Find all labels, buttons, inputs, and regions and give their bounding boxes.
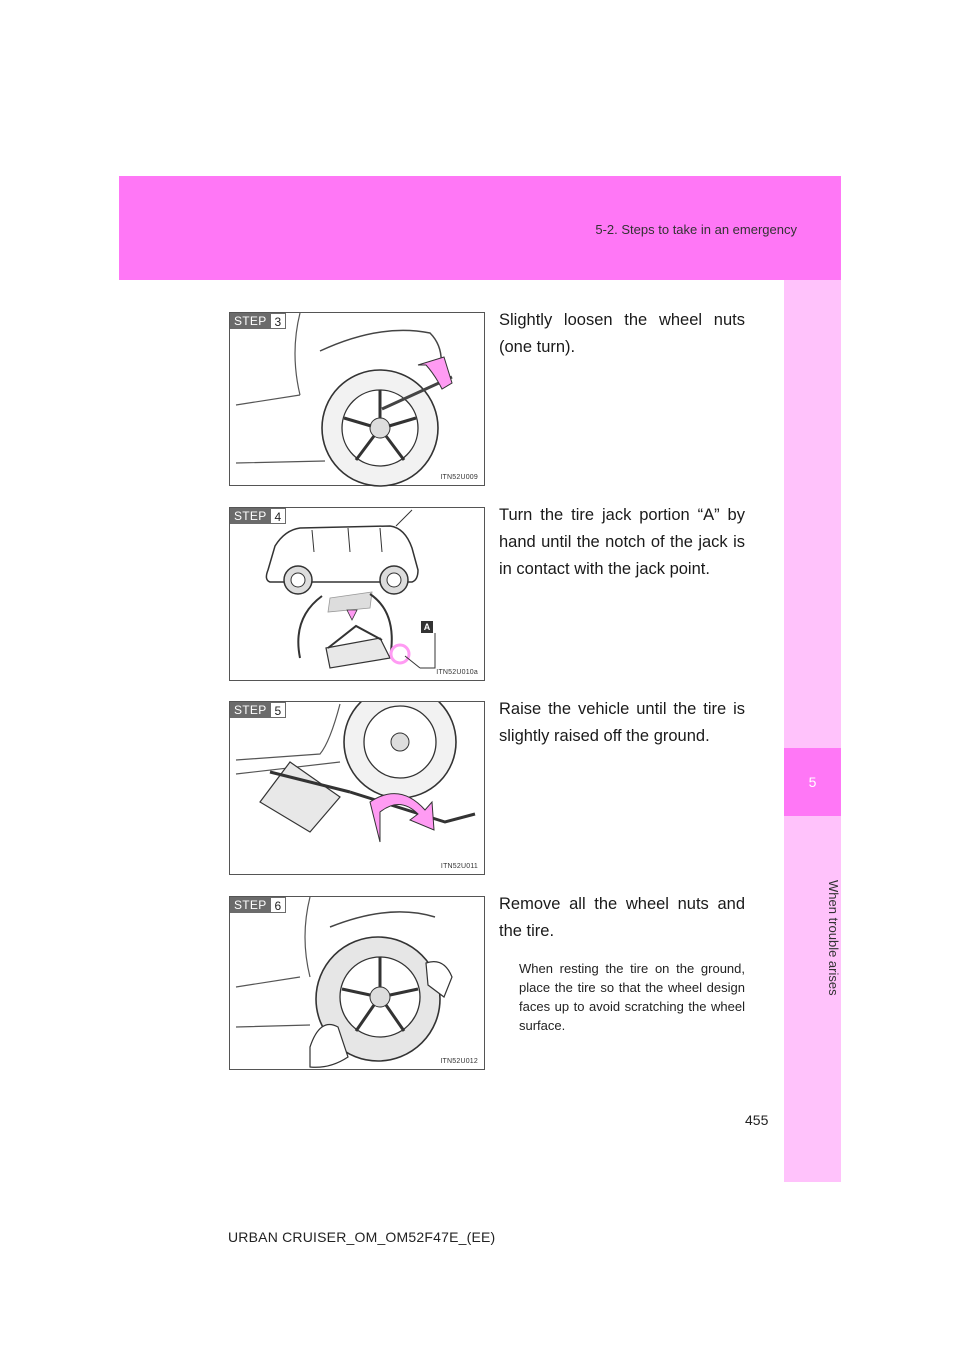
section-title: 5-2. Steps to take in an emergency xyxy=(595,222,797,237)
chapter-number[interactable]: 5 xyxy=(784,748,841,816)
figure-code: ITN52U012 xyxy=(440,1058,478,1065)
loosen-wheel-nuts-illustration xyxy=(230,313,486,487)
step-6-text: Remove all the wheel nuts and the tire. xyxy=(499,895,745,940)
step-3-figure xyxy=(229,312,485,486)
step-6-figure xyxy=(229,896,485,1070)
figure-code: ITN52U009 xyxy=(440,474,478,481)
step-6-note: When resting the tire on the ground, place the tire so that the wheel design faces up to avoid scratching the wheel surface. xyxy=(519,961,745,1033)
page-number: 455 xyxy=(745,1112,769,1128)
step-4-figure xyxy=(229,507,485,681)
position-jack-illustration xyxy=(230,508,486,682)
header-band xyxy=(119,176,841,280)
step-badge: STEP 6 xyxy=(230,897,286,913)
raise-vehicle-illustration xyxy=(230,702,486,876)
remove-tire-illustration xyxy=(230,897,486,1071)
side-tab xyxy=(784,280,841,1182)
step-5-text: Raise the vehicle until the tire is slightly raised off the ground. xyxy=(499,700,745,745)
chapter-title: When trouble arises xyxy=(826,880,841,996)
figure-code: ITN52U011 xyxy=(440,863,478,870)
step-badge: STEP 3 xyxy=(230,313,286,329)
step-4-text: Turn the tire jack portion “A” by hand until the notch of the jack is in contact with the jack point. xyxy=(499,506,745,578)
manual-code: URBAN CRUISER_OM_OM52F47E_(EE) xyxy=(228,1229,496,1245)
callout-a: A xyxy=(421,621,433,633)
figure-code: ITN52U010a xyxy=(436,669,478,676)
step-badge: STEP 5 xyxy=(230,702,286,718)
step-3-text: Slightly loosen the wheel nuts (one turn). xyxy=(499,311,745,356)
step-badge: STEP 4 xyxy=(230,508,286,524)
step-5-figure xyxy=(229,701,485,875)
